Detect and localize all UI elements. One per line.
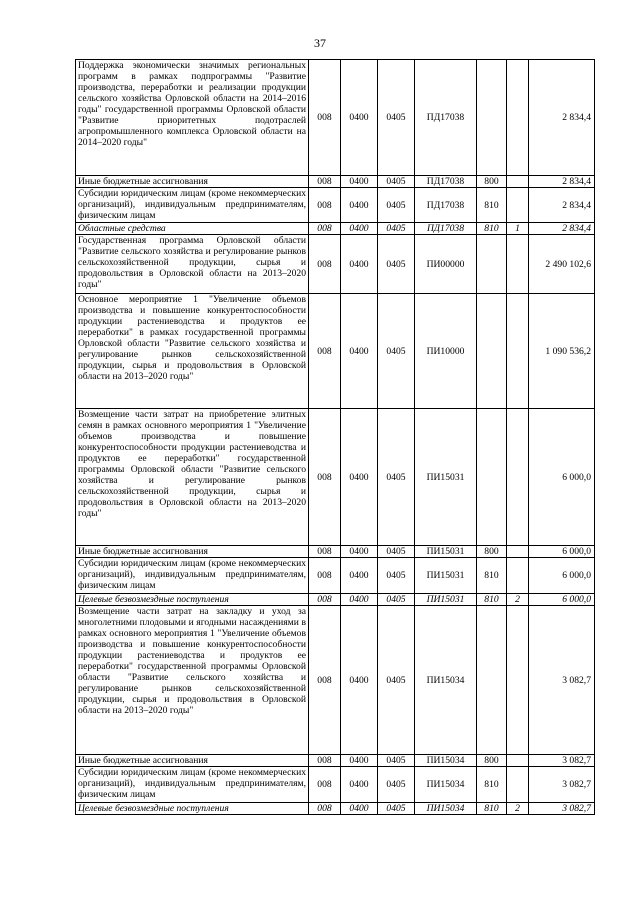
section-code: 0400 bbox=[341, 755, 378, 767]
budget-table bbox=[75, 59, 595, 815]
section-code: 0400 bbox=[341, 235, 378, 294]
section-code: 0400 bbox=[341, 176, 378, 188]
funding-source-code bbox=[507, 767, 529, 803]
row-description: Основное мероприятие 1 "Увеличение объемов производства и повышение конкурентоспособности продукции растениеводства и продуктов ее переработки" в рамках государственной программы Орловской области "Развитие сельского хозяйства и регулирование рынков сельскохозяйственной продукции, сырья и продовольствия в Орловской области на 2013–2020 годы" bbox=[76, 294, 309, 409]
funding-source-code bbox=[507, 546, 529, 558]
amount: 2 834,4 bbox=[529, 223, 595, 235]
row-description: Областные средства bbox=[76, 223, 309, 235]
grbs-code: 008 bbox=[309, 294, 341, 409]
amount: 3 082,7 bbox=[529, 755, 595, 767]
table-row bbox=[76, 767, 595, 803]
target-article-code: ПИ15034 bbox=[415, 803, 477, 815]
table-row bbox=[76, 294, 595, 409]
subsection-code: 0405 bbox=[378, 294, 415, 409]
target-article-code: ПД17038 bbox=[415, 60, 477, 176]
funding-source-code: 2 bbox=[507, 594, 529, 606]
grbs-code: 008 bbox=[309, 409, 341, 546]
table-row bbox=[76, 409, 595, 546]
section-code: 0400 bbox=[341, 223, 378, 235]
table-row bbox=[76, 606, 595, 755]
row-description: Целевые безвозмездные поступления bbox=[76, 594, 309, 606]
funding-source-code bbox=[507, 235, 529, 294]
target-article-code: ПИ15031 bbox=[415, 546, 477, 558]
funding-source-code bbox=[507, 409, 529, 546]
expense-type-code: 810 bbox=[477, 558, 507, 594]
table-row bbox=[76, 176, 595, 188]
row-description: Возмещение части затрат на приобретение элитных семян в рамках основного мероприятия 1 "Увеличение объемов производства и повышение конкурентоспособности продукции растениеводства и продуктов ее переработки" государственной программы Орловской области "Развитие сельского хозяйства и регулирование рынков сельскохозяйственной продукции, сырья и продовольствия в Орловской области на 2013–2020 годы" bbox=[76, 409, 309, 546]
row-description: Иные бюджетные ассигнования bbox=[76, 176, 309, 188]
subsection-code: 0405 bbox=[378, 235, 415, 294]
funding-source-code bbox=[507, 176, 529, 188]
grbs-code: 008 bbox=[309, 188, 341, 223]
target-article-code: ПД17038 bbox=[415, 176, 477, 188]
amount: 6 000,0 bbox=[529, 546, 595, 558]
expense-type-code bbox=[477, 294, 507, 409]
target-article-code: ПИ15031 bbox=[415, 558, 477, 594]
amount: 6 000,0 bbox=[529, 409, 595, 546]
subsection-code: 0405 bbox=[378, 755, 415, 767]
grbs-code: 008 bbox=[309, 767, 341, 803]
target-article-code: ПИ15034 bbox=[415, 606, 477, 755]
grbs-code: 008 bbox=[309, 594, 341, 606]
section-code: 0400 bbox=[341, 558, 378, 594]
funding-source-code: 2 bbox=[507, 803, 529, 815]
funding-source-code bbox=[507, 558, 529, 594]
funding-source-code bbox=[507, 606, 529, 755]
subsection-code: 0405 bbox=[378, 767, 415, 803]
table-row bbox=[76, 803, 595, 815]
amount: 2 490 102,6 bbox=[529, 235, 595, 294]
subsection-code: 0405 bbox=[378, 558, 415, 594]
table-row bbox=[76, 558, 595, 594]
grbs-code: 008 bbox=[309, 606, 341, 755]
grbs-code: 008 bbox=[309, 803, 341, 815]
subsection-code: 0405 bbox=[378, 606, 415, 755]
expense-type-code: 800 bbox=[477, 755, 507, 767]
amount: 3 082,7 bbox=[529, 606, 595, 755]
row-description: Субсидии юридическим лицам (кроме некоммерческих организаций), индивидуальным предпринимателям, физическим лицам bbox=[76, 188, 309, 223]
target-article-code: ПИ00000 bbox=[415, 235, 477, 294]
target-article-code: ПД17038 bbox=[415, 223, 477, 235]
section-code: 0400 bbox=[341, 188, 378, 223]
grbs-code: 008 bbox=[309, 558, 341, 594]
grbs-code: 008 bbox=[309, 546, 341, 558]
grbs-code: 008 bbox=[309, 235, 341, 294]
expense-type-code: 810 bbox=[477, 767, 507, 803]
row-description: Субсидии юридическим лицам (кроме некоммерческих организаций), индивидуальным предпринимателям, физическим лицам bbox=[76, 767, 309, 803]
subsection-code: 0405 bbox=[378, 176, 415, 188]
funding-source-code bbox=[507, 755, 529, 767]
section-code: 0400 bbox=[341, 803, 378, 815]
expense-type-code: 810 bbox=[477, 803, 507, 815]
funding-source-code bbox=[507, 188, 529, 223]
amount: 1 090 536,2 bbox=[529, 294, 595, 409]
target-article-code: ПИ15034 bbox=[415, 767, 477, 803]
section-code: 0400 bbox=[341, 606, 378, 755]
funding-source-code bbox=[507, 60, 529, 176]
amount: 3 082,7 bbox=[529, 803, 595, 815]
target-article-code: ПИ15031 bbox=[415, 409, 477, 546]
expense-type-code: 800 bbox=[477, 176, 507, 188]
grbs-code: 008 bbox=[309, 176, 341, 188]
table-row bbox=[76, 223, 595, 235]
funding-source-code: 1 bbox=[507, 223, 529, 235]
amount: 2 834,4 bbox=[529, 188, 595, 223]
table-row bbox=[76, 235, 595, 294]
table-row bbox=[76, 188, 595, 223]
amount: 6 000,0 bbox=[529, 594, 595, 606]
target-article-code: ПД17038 bbox=[415, 188, 477, 223]
page-number: 37 bbox=[314, 36, 326, 50]
section-code: 0400 bbox=[341, 409, 378, 546]
subsection-code: 0405 bbox=[378, 188, 415, 223]
expense-type-code: 800 bbox=[477, 546, 507, 558]
grbs-code: 008 bbox=[309, 60, 341, 176]
target-article-code: ПИ15031 bbox=[415, 594, 477, 606]
amount: 6 000,0 bbox=[529, 558, 595, 594]
amount: 2 834,4 bbox=[529, 60, 595, 176]
expense-type-code bbox=[477, 606, 507, 755]
expense-type-code: 810 bbox=[477, 223, 507, 235]
table-row bbox=[76, 594, 595, 606]
expense-type-code bbox=[477, 235, 507, 294]
subsection-code: 0405 bbox=[378, 594, 415, 606]
row-description: Субсидии юридическим лицам (кроме некоммерческих организаций), индивидуальным предпринимателям, физическим лицам bbox=[76, 558, 309, 594]
expense-type-code: 810 bbox=[477, 594, 507, 606]
subsection-code: 0405 bbox=[378, 803, 415, 815]
table-row bbox=[76, 60, 595, 176]
amount: 2 834,4 bbox=[529, 176, 595, 188]
section-code: 0400 bbox=[341, 594, 378, 606]
target-article-code: ПИ15034 bbox=[415, 755, 477, 767]
section-code: 0400 bbox=[341, 767, 378, 803]
section-code: 0400 bbox=[341, 546, 378, 558]
grbs-code: 008 bbox=[309, 223, 341, 235]
expense-type-code bbox=[477, 409, 507, 546]
subsection-code: 0405 bbox=[378, 60, 415, 176]
funding-source-code bbox=[507, 294, 529, 409]
section-code: 0400 bbox=[341, 60, 378, 176]
expense-type-code bbox=[477, 60, 507, 176]
amount: 3 082,7 bbox=[529, 767, 595, 803]
target-article-code: ПИ10000 bbox=[415, 294, 477, 409]
table-row bbox=[76, 755, 595, 767]
row-description: Возмещение части затрат на закладку и уход за многолетними плодовыми и ягодными насаждениями в рамках основного мероприятия 1 "Увеличение объемов производства и повышение конкурентоспособности продукции растениеводства и продуктов ее переработки" государственной программы Орловской области "Развитие сельского хозяйства и регулирование рынков сельскохозяйственной продукции, сырья и продовольствия в Орловской области на 2013–2020 годы" bbox=[76, 606, 309, 755]
row-description: Государственная программа Орловской области "Развитие сельского хозяйства и регулирование рынков сельскохозяйственной продукции, сырья и продовольствия в Орловской области на 2013–2020 годы" bbox=[76, 235, 309, 294]
row-description: Поддержка экономически значимых региональных программ в рамках подпрограммы "Развитие производства, переработки и реализации продукции сельского хозяйства Орловской области на 2014–2016 годы" государственной программы Орловской области "Развитие приоритетных подотраслей агропромышленного комплекса Орловской области на 2014–2020 годы" bbox=[76, 60, 309, 176]
row-description: Иные бюджетные ассигнования bbox=[76, 546, 309, 558]
row-description: Иные бюджетные ассигнования bbox=[76, 755, 309, 767]
section-code: 0400 bbox=[341, 294, 378, 409]
subsection-code: 0405 bbox=[378, 546, 415, 558]
table-row bbox=[76, 546, 595, 558]
expense-type-code: 810 bbox=[477, 188, 507, 223]
subsection-code: 0405 bbox=[378, 223, 415, 235]
row-description: Целевые безвозмездные поступления bbox=[76, 803, 309, 815]
grbs-code: 008 bbox=[309, 755, 341, 767]
subsection-code: 0405 bbox=[378, 409, 415, 546]
